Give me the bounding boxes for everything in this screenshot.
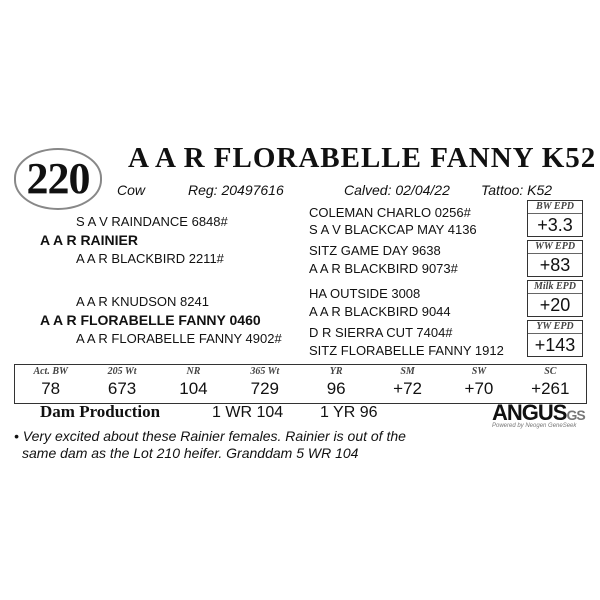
great-granddam-3: A A R BLACKBIRD 9044 (309, 304, 451, 319)
dam-sire: A A R KNUDSON 8241 (76, 294, 209, 309)
header-205-wt: 205 Wt (107, 366, 137, 377)
epd-value: +83 (539, 255, 571, 275)
epd-value: +3.3 (537, 215, 573, 235)
header-nr: NR (186, 366, 201, 377)
angus-gs-logo (492, 400, 585, 429)
sire-dam: A A R BLACKBIRD 2211# (76, 251, 224, 266)
epd-value: +143 (534, 335, 576, 355)
value-sw: +70 (464, 379, 494, 398)
value-nr: 104 (179, 379, 208, 398)
great-granddam-2: A A R BLACKBIRD 9073# (309, 261, 458, 276)
value-act-bw: 78 (41, 379, 61, 398)
logo-suffix: GS (566, 407, 585, 423)
header-sw: SW (471, 366, 487, 377)
epd-value: +20 (539, 295, 571, 315)
registration-number: Reg: 20497616 (188, 182, 284, 198)
lot-number-badge (14, 148, 102, 210)
value-sc: +261 (531, 379, 570, 398)
epd-label: BW EPD (528, 201, 582, 214)
performance-table (14, 364, 587, 404)
logo-tagline: Powered by Neogen GeneSeek (492, 423, 577, 429)
great-granddam-4: SITZ FLORABELLE FANNY 1912 (309, 343, 504, 358)
dam-production-yr: 1 YR 96 (320, 404, 378, 421)
dam-production-label: Dam Production (40, 402, 161, 421)
epd-box-milk (527, 280, 583, 317)
logo-main: ANGUS (492, 400, 567, 425)
great-grandsire-2: SITZ GAME DAY 9638 (309, 243, 441, 258)
epd-label: WW EPD (528, 241, 582, 254)
header-sm: SM (400, 366, 415, 377)
great-grandsire-4: D R SIERRA CUT 7404# (309, 325, 453, 340)
sire: A A R RAINIER (40, 232, 138, 248)
value-yr: 96 (326, 379, 346, 398)
header-sc: SC (544, 366, 557, 377)
lot-number: 220 (26, 154, 90, 203)
tattoo: Tattoo: K52 (481, 182, 553, 198)
epd-label: Milk EPD (528, 281, 582, 294)
performance-header-row (15, 365, 586, 378)
header-yr: YR (329, 366, 343, 377)
great-grandsire-1: COLEMAN CHARLO 0256# (309, 205, 471, 220)
sire-sire: S A V RAINDANCE 6848# (76, 214, 228, 229)
value-205-wt: 673 (107, 379, 137, 398)
great-granddam-1: S A V BLACKCAP MAY 4136 (309, 222, 477, 237)
performance-value-row (15, 378, 586, 400)
calved-date: Calved: 02/04/22 (344, 182, 450, 198)
epd-box-bw (527, 200, 583, 237)
notes (14, 428, 406, 462)
epd-label: YW EPD (528, 321, 582, 334)
epd-box-ww (527, 240, 583, 277)
note-line-1: • Very excited about these Rainier females. Rainier is out of the (14, 428, 406, 444)
header-act-bw: Act. BW (33, 366, 68, 377)
value-365-wt: 729 (250, 379, 279, 398)
dam-dam: A A R FLORABELLE FANNY 4902# (76, 331, 282, 346)
animal-type: Cow (117, 182, 146, 198)
animal-name: A A R FLORABELLE FANNY K52 (128, 142, 597, 174)
header-365-wt: 365 Wt (250, 366, 280, 377)
note-line-2: same dam as the Lot 210 heifer. Granddam 5 WR 104 (22, 445, 359, 461)
value-sm: +72 (393, 379, 422, 398)
great-grandsire-3: HA OUTSIDE 3008 (309, 286, 421, 301)
dam-production-wr: 1 WR 104 (212, 404, 284, 421)
epd-box-yw (527, 320, 583, 357)
dam: A A R FLORABELLE FANNY 0460 (40, 312, 261, 328)
